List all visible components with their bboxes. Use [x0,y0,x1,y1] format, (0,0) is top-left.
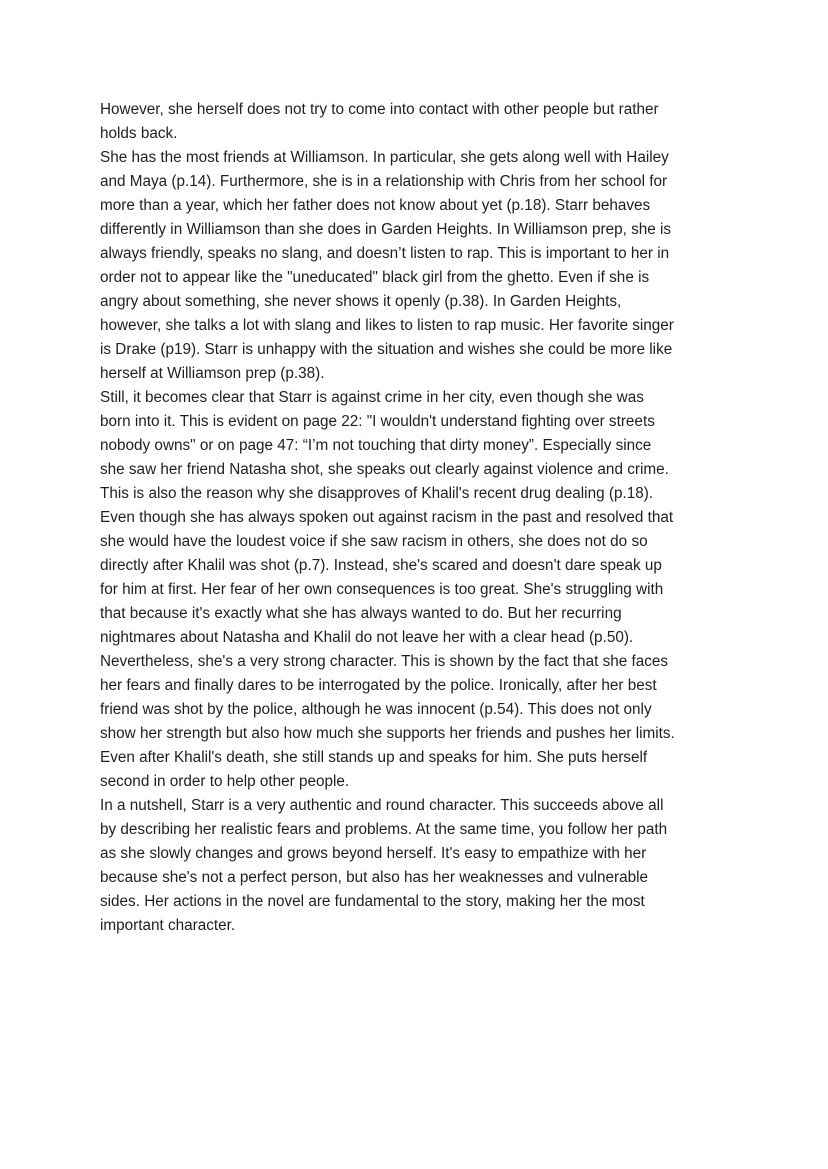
document-body [100,98,740,938]
paragraph-friends-williamson: She has the most friends at Williamson. In particular, she gets along well with Hailey and Maya (p.14). Furthermore, she is in a relationship with Chris from her school for more than a year, which her father does not know about yet (p.18). Starr behaves differently in Williamson than she does in Garden Heights. In Williamson prep, she is always friendly, speaks no slang, and doesn’t listen to rap. This is important to her in order not to appear like the "uneducated" black girl from the ghetto. Even if she is angry about something, she never shows it openly (p.38). In Garden Heights, however, she talks a lot with slang and likes to listen to rap music. Her favorite singer is Drake (p19). Starr is unhappy with the situation and wishes she could be more like herself at Williamson prep (p.38). [100,149,674,382]
paragraph-conclusion: In a nutshell, Starr is a very authentic and round character. This succeeds above all by describing her realistic fears and problems. At the same time, you follow her path as she slowly changes and grows beyond herself. It's easy to empathize with her because she's not a perfect person, but also has her weaknesses and vulnerable sides. Her actions in the novel are fundamental to the story, making her the most important character. [100,797,668,934]
paragraph-against-crime: Still, it becomes clear that Starr is against crime in her city, even though she was born into it. This is evident on page 22: "I wouldn't understand fighting over streets nobody owns" or on page 47: “I’m not touching that dirty money”. Especially since she saw her friend Natasha shot, she speaks out clearly against violence and crime. This is also the reason why she disapproves of Khalil's recent drug dealing (p.18). Even though she has always spoken out against racism in the past and resolved that she would have the loudest voice if she saw racism in others, she does not do so directly after Khalil was shot (p.7). Instead, she's scared and doesn't dare speak up for him at first. Her fear of her own consequences is too great. She's struggling with that because it's exactly what she has always wanted to do. But her recurring nightmares about Natasha and Khalil do not leave her with a clear head (p.50). Nevertheless, she's a very strong character. This is shown by the fact that she faces her fears and finally dares to be interrogated by the police. Ironically, after her best friend was shot by the police, although he was innocent (p.54). This does not only show her strength but also how much she supports her friends and pushes her limits. Even after Khalil's death, she still stands up and speaks for him. She puts herself second in order to help other people. [100,389,675,790]
paragraph-holds-back: However, she herself does not try to come into contact with other people but rather holds back. [100,101,659,142]
